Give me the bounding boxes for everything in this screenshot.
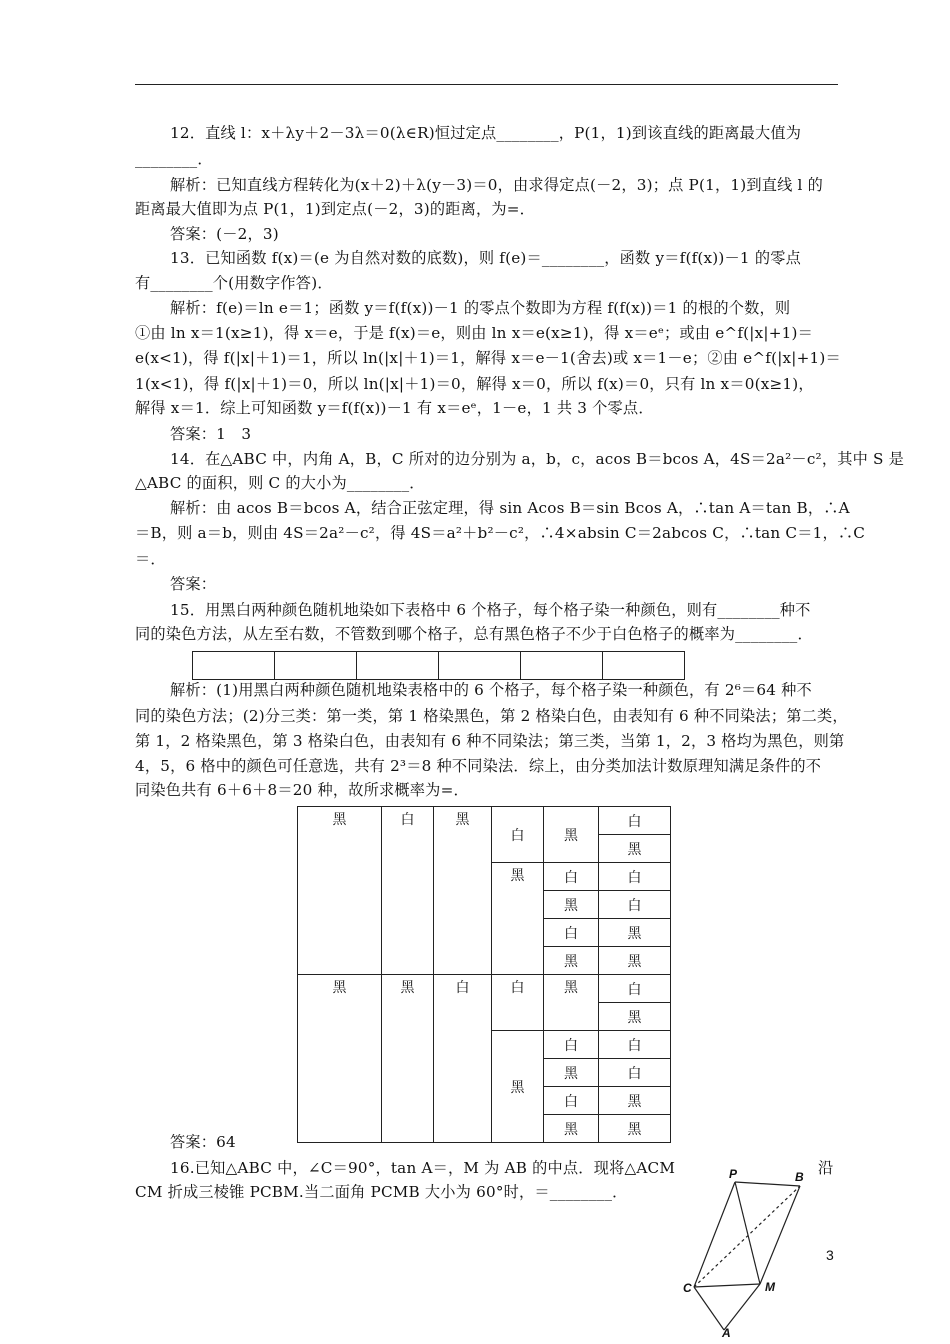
cell-c6: 黑 xyxy=(599,1115,671,1143)
cell-c6: 黑 xyxy=(599,947,671,975)
grid-cell xyxy=(603,652,685,680)
cell-c5: 白 xyxy=(544,1031,599,1059)
q16-line2: CM 折成三棱锥 PCBM.当二面角 PCMB 大小为 60°时，＝________． xyxy=(135,1183,628,1201)
q13-solution-line3: e(x<1)，得 f(|x|＋1)＝1，所以 ln(|x|＋1)＝1，解得 x＝e－1(舍去)或 x＝1－e；②由 e^f(|x|+1)＝ xyxy=(135,349,841,367)
q12-line1: 12．直线 l：x＋λy＋2－3λ＝0(λ∈R)恒过定点________，P(1，1)到该直线的距离最大值为 xyxy=(170,124,802,142)
q13-line1: 13．已知函数 f(x)＝(e 为自然对数的底数)，则 f(e)＝________，函数 y＝f(f(x))－1 的零点 xyxy=(170,249,801,267)
q13-line2: 有________个(用数字作答)． xyxy=(135,274,333,292)
edge-cm xyxy=(694,1284,760,1287)
q15-line2: 同的染色方法，从左至右数，不管数到哪个格子，总有黑色格子不少于白色格子的概率为________． xyxy=(135,625,813,643)
edge-cb-hidden xyxy=(694,1186,800,1287)
cell-c6: 黑 xyxy=(599,919,671,947)
label-b: B xyxy=(795,1170,804,1184)
cell-c3: 白 xyxy=(434,975,492,1143)
q13-solution-line2: ①由 ln x＝1(x≥1)，得 x＝e，于是 f(x)＝e，则由 ln x＝e(x≥1)，得 x＝eᵉ；或由 e^f(|x|+1)＝ xyxy=(135,324,814,342)
edge-pc xyxy=(694,1182,735,1287)
cell-c6: 黑 xyxy=(599,1087,671,1115)
grid-cell xyxy=(193,652,275,680)
q14-solution-line3: ＝． xyxy=(135,550,166,568)
edge-bm xyxy=(760,1186,800,1284)
q15-solution-line3: 第 1，2 格染黑色，第 3 格染白色，由表知有 6 种不同染法；第三类，当第 1，2，3 格均为黑色，则第 xyxy=(135,732,845,750)
pyramid-figure xyxy=(680,1162,810,1342)
cell-c6: 白 xyxy=(599,1031,671,1059)
cell-c5: 白 xyxy=(544,863,599,891)
q14-line1: 14．在△ABC 中，内角 A，B，C 所对的边分别为 a，b，c，acos B＝bcos A，4S＝2a²－c²，其中 S 是 xyxy=(170,450,905,468)
q13-answer: 答案：1 3 xyxy=(170,425,252,443)
q12-solution-line2: 距离最大值即为点 P(1，1)到定点(－2，3)的距离，为=． xyxy=(135,200,536,218)
cell-c5: 白 xyxy=(544,1087,599,1115)
q15-answer: 答案：64 xyxy=(170,1133,236,1151)
page-number: 3 xyxy=(826,1247,834,1263)
cell-c3: 黑 xyxy=(434,807,492,975)
q13-solution-line5: 解得 x＝1．综上可知函数 y＝f(f(x))－1 有 x＝eᵉ，1－e，1 共 3 个零点． xyxy=(135,399,654,417)
grid-cell xyxy=(439,652,521,680)
q15-solution-line5: 同染色共有 6＋6＋8＝20 种，故所求概率为=． xyxy=(135,781,469,799)
cell-c4: 白 xyxy=(492,975,544,1031)
cell-c4: 黑 xyxy=(492,863,544,975)
q16-line1: 16.已知△ABC 中，∠C＝90°，tan A＝，M 为 AB 的中点．现将△ACM xyxy=(170,1159,676,1177)
cell-c2: 白 xyxy=(382,807,434,975)
edge-ca xyxy=(694,1287,724,1330)
edge-pm xyxy=(735,1182,760,1284)
cell-c5: 黑 xyxy=(544,975,599,1031)
label-a: A xyxy=(722,1326,731,1340)
coloring-enumeration-table xyxy=(297,806,671,1143)
cell-c5: 黑 xyxy=(544,891,599,919)
cell-c5: 黑 xyxy=(544,1115,599,1143)
cell-c6: 黑 xyxy=(599,1003,671,1031)
edge-ma xyxy=(724,1284,760,1330)
q14-solution-line2: ＝B，则 a＝b，则由 4S＝2a²－c²，得 4S＝a²＋b²－c²，∴4×absin C＝2abcos C，∴tan C＝1，∴C xyxy=(135,524,866,542)
q16-line1-tail: 沿 xyxy=(818,1159,834,1177)
cell-c6: 白 xyxy=(599,863,671,891)
q15-solution-line1: 解析：(1)用黑白两种颜色随机地染表格中的 6 个格子，每个格子染一种颜色，有 2⁶＝64 种不 xyxy=(170,681,812,699)
grid-cell xyxy=(275,652,357,680)
label-c: C xyxy=(683,1281,692,1295)
label-p: P xyxy=(729,1167,738,1181)
q12-line2: ________． xyxy=(135,150,213,168)
cell-c4: 白 xyxy=(492,807,544,863)
label-m: M xyxy=(765,1280,775,1294)
cell-c2: 黑 xyxy=(382,975,434,1143)
q12-solution-line1: 解析：已知直线方程转化为(x＋2)＋λ(y－3)＝0，由求得定点(－2，3)；点 P(1，1)到直线 l 的 xyxy=(170,176,823,194)
cell-c6: 白 xyxy=(599,975,671,1003)
cell-c6: 黑 xyxy=(599,835,671,863)
cell-c5: 白 xyxy=(544,919,599,947)
cell-c4: 黑 xyxy=(492,1031,544,1143)
cell-c6: 白 xyxy=(599,891,671,919)
q15-solution-line2: 同的染色方法；(2)分三类：第一类，第 1 格染黑色，第 2 格染白色，由表知有 6 种不同染法；第二类， xyxy=(135,707,848,725)
q14-answer: 答案： xyxy=(170,575,217,593)
cell-c6: 白 xyxy=(599,1059,671,1087)
q12-answer: 答案：(－2，3) xyxy=(170,225,279,243)
header-rule xyxy=(135,84,838,85)
q14-line2: △ABC 的面积，则 C 的大小为________． xyxy=(135,474,425,492)
cell-c5: 黑 xyxy=(544,807,599,863)
q13-solution-line4: 1(x<1)，得 f(|x|＋1)＝0，所以 ln(|x|＋1)＝0，解得 x＝0，所以 f(x)＝0，只有 ln x＝0(x≥1)， xyxy=(135,375,814,393)
grid-cell xyxy=(357,652,439,680)
cell-c6: 白 xyxy=(599,807,671,835)
q15-line1: 15．用黑白两种颜色随机地染如下表格中 6 个格子，每个格子染一种颜色，则有________种不 xyxy=(170,601,811,619)
cell-c1: 黑 xyxy=(298,807,382,975)
cell-c5: 黑 xyxy=(544,1059,599,1087)
cell-c5: 黑 xyxy=(544,947,599,975)
q13-solution-line1: 解析：f(e)＝ln e＝1；函数 y＝f(f(x))－1 的零点个数即为方程 f(f(x))＝1 的根的个数，则 xyxy=(170,299,791,317)
grid-cell xyxy=(521,652,603,680)
six-cell-grid xyxy=(192,651,685,680)
q14-solution-line1: 解析：由 acos B＝bcos A，结合正弦定理，得 sin Acos B＝sin Bcos A，∴tan A＝tan B，∴A xyxy=(170,499,850,517)
edge-pb xyxy=(735,1182,800,1186)
q15-solution-line4: 4，5，6 格中的颜色可任意选，共有 2³＝8 种不同染法．综上，由分类加法计数原理知满足条件的不 xyxy=(135,757,822,775)
cell-c1: 黑 xyxy=(298,975,382,1143)
